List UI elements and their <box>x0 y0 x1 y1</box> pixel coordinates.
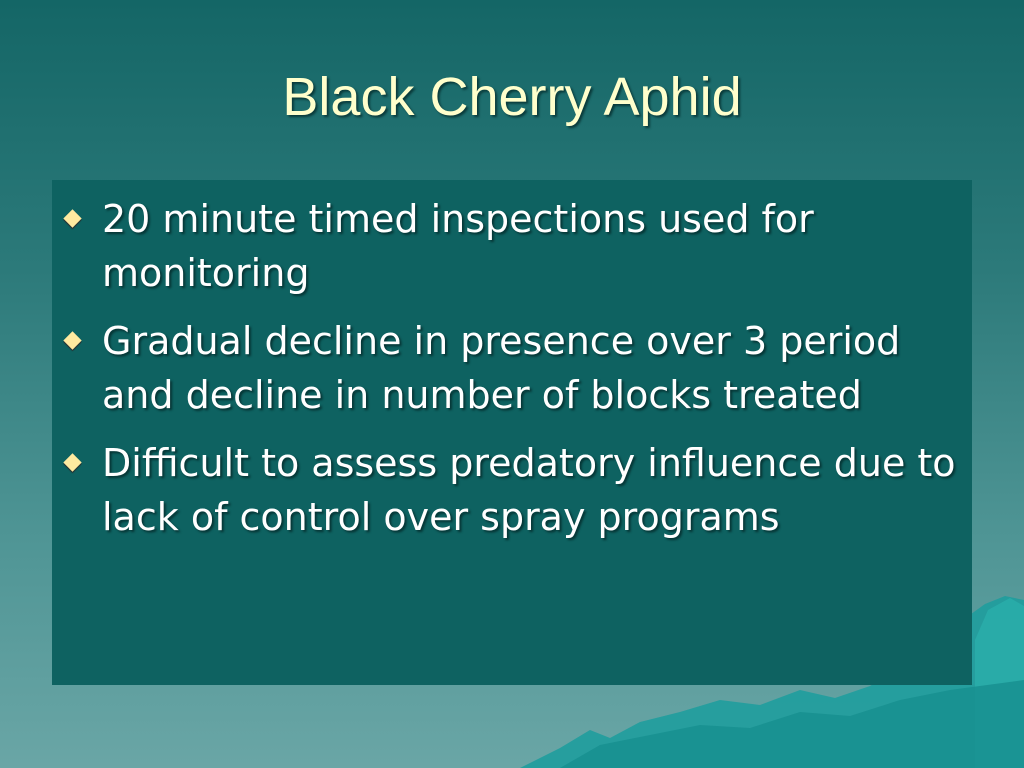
bullet-text: Gradual decline in presence over 3 period and decline in number of blocks treated <box>102 319 901 417</box>
bullet-item <box>62 314 962 422</box>
bullet-item <box>62 192 962 300</box>
diamond-bullet-icon <box>63 331 81 349</box>
bullet-list <box>62 192 962 544</box>
bullet-item <box>62 436 962 544</box>
diamond-bullet-icon <box>63 453 81 471</box>
bullet-text: Difficult to assess predatory influence due to lack of control over spray programs <box>102 441 956 539</box>
bullet-text: 20 minute timed inspections used for monitoring <box>102 197 814 295</box>
diamond-bullet-icon <box>63 209 81 227</box>
content-box <box>52 180 972 685</box>
slide-title: Black Cherry Aphid <box>282 67 742 127</box>
